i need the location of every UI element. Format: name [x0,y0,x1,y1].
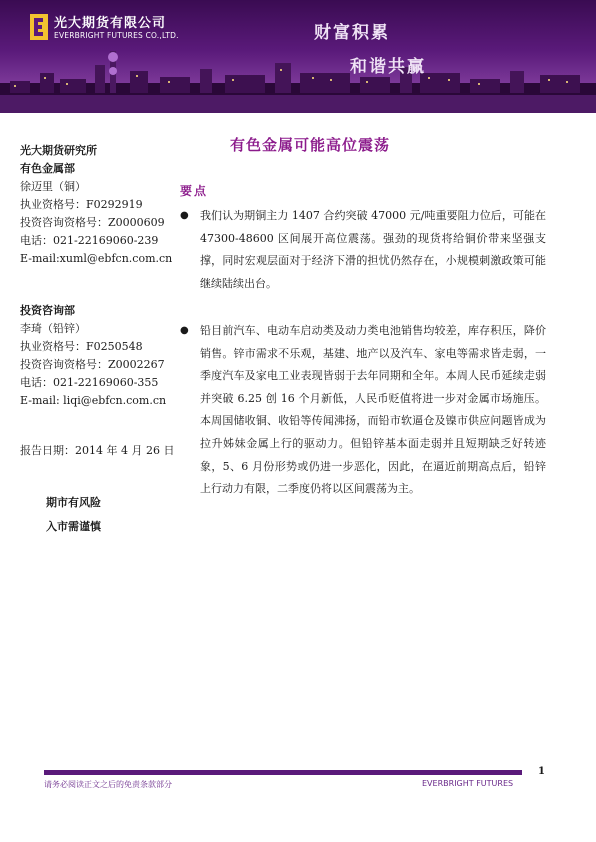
slogan-line-1: 财富积累 [314,23,390,43]
key-points-heading: 要点 [180,184,209,198]
analyst-1-consult-license: 投资咨询资格号：Z0000609 [20,216,165,229]
analyst-1-name: 徐迈里（铜） [20,180,86,193]
analyst-1-phone: 电话：021-22169060-239 [20,234,159,247]
bullet-icon: ● [180,325,189,336]
analyst-2-email[interactable]: E-mail: liqi@ebfcn.com.cn [20,394,167,407]
risk-warning-2: 入市需谨慎 [46,520,101,533]
footer-divider [44,770,522,775]
risk-warning-1: 期市有风险 [46,496,101,509]
report-title: 有色金属可能高位震荡 [230,136,391,154]
city-skyline-image [0,43,596,113]
sidebar-contacts-2 [20,302,166,410]
footer-disclaimer[interactable]: 请务必阅读正文之后的免责条款部分 [44,780,172,789]
header-banner [0,0,596,113]
bullet-icon: ● [180,210,189,221]
analyst-2-phone: 电话：021-22169060-355 [20,376,159,389]
company-logo-icon [30,14,48,40]
page-number: 1 [538,766,545,777]
institute-name: 光大期货研究所 [20,144,97,157]
analyst-1-email[interactable]: E-mail:xuml@ebfcn.com.cn [20,252,173,265]
slogan-line-2: 和谐共赢 [350,57,426,77]
analyst-2-license: 执业资格号：F0250548 [20,340,143,353]
analyst-2-consult-license: 投资咨询资格号：Z0002267 [20,358,165,371]
analyst-2-name: 李琦（铅锌） [20,322,86,335]
report-date: 报告日期：2014 年 4 月 26 日 [20,444,175,457]
company-name-english: EVERBRIGHT FUTURES CO.,LTD. [54,31,179,40]
analyst-1-license: 执业资格号：F0292919 [20,198,143,211]
key-point-paragraph: 铅目前汽车、电动车启动类及动力类电池销售均较差，库存积压，降价销售。锌市需求不乐观，基建、地产以及汽车、家电等需求皆走弱，一季度汽车及家电工业表现皆弱于去年同期和全年。本周人民币延续走弱并突破 6.25 创 16 个月新低，人民币贬值将进一步对金属市场施压。本周国储收铜、收铅等传闻沸扬，而铅市软逼仓及镍市供应问题皆成为拉升姊妹金属上行的驱动力。但铅锌基本面走弱并且短期缺乏好转迹象，5、6 月份形势或仍进一步恶化，因此，在逼近前期高点后，铅锌上行动力有限，二季度仍将以区间震荡为主。 [200,324,546,496]
footer-brand: EVERBRIGHT FUTURES [422,779,514,788]
key-point-paragraph: 我们认为期铜主力 1407 合约突破 47000 元/吨重要阻力位后，可能在 47300-48600 区间展开高位震荡。强劲的现货将给铜价带来坚强支撑，同时宏观层面对于经济下滑的担忧仍然存在，小规模刺激政策可能继续陆续出台。 [200,209,546,290]
department-consulting: 投资咨询部 [20,304,75,317]
company-name: 光大期货有限公司 [54,16,167,31]
sidebar-contacts [20,142,172,268]
department-metals: 有色金属部 [20,162,75,175]
